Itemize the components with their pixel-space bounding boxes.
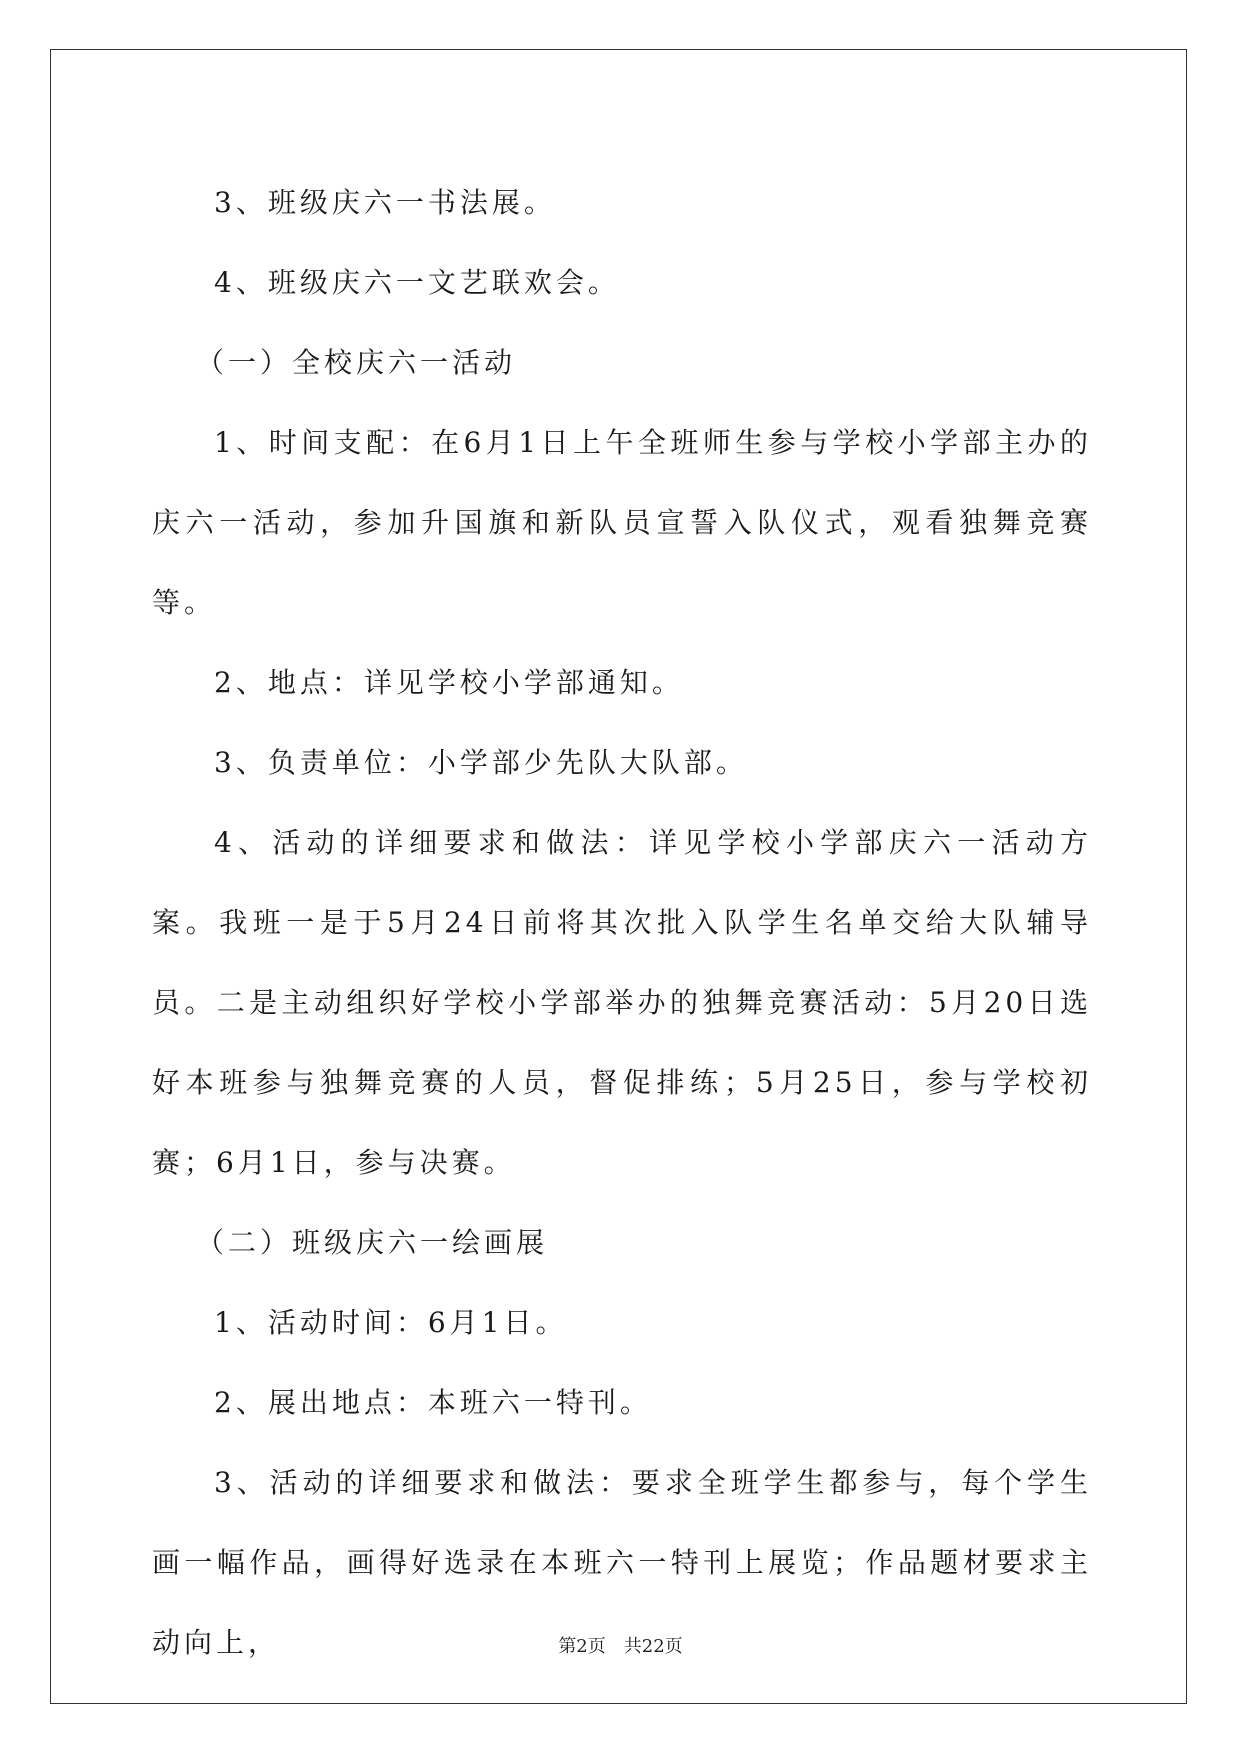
paragraph-responsible-unit: 3、负责单位：小学部少先队大队部。 xyxy=(214,746,748,779)
section-heading-painting-exhibition: （二）班级庆六一绘画展 xyxy=(196,1226,549,1259)
paragraph-exhibition-location: 2、展出地点：本班六一特刊。 xyxy=(214,1386,652,1419)
paragraph-location: 2、地点：详见学校小学部通知。 xyxy=(214,666,684,699)
paragraph-activity-time: 1、活动时间：6月1日。 xyxy=(214,1306,568,1339)
page-number-footer: 第2页 共22页 xyxy=(558,1636,683,1657)
paragraph-painting-requirements: 3、活动的详细要求和做法：要求全班学生都参与，每个学生画一幅作品，画得好选录在本班六一特刊上展览；作品题材要求主动向上， xyxy=(152,1466,1092,1659)
section-heading-school-activity: （一）全校庆六一活动 xyxy=(196,346,517,379)
paragraph-item-3-calligraphy: 3、班级庆六一书法展。 xyxy=(214,186,556,219)
paragraph-item-4-gala: 4、班级庆六一文艺联欢会。 xyxy=(214,266,620,299)
document-body xyxy=(152,163,1092,1683)
paragraph-requirements: 4、活动的详细要求和做法：详见学校小学部庆六一活动方案。我班一是于5月24日前将其次批入队学生名单交给大队辅导员。二是主动组织好学校小学部举办的独舞竞赛活动：5月20日选好本班参与独舞竞赛的人员，督促排练；5月25日，参与学校初赛；6月1日，参与决赛。 xyxy=(152,826,1092,1179)
paragraph-time-arrangement: 1、时间支配：在6月1日上午全班师生参与学校小学部主办的庆六一活动，参加升国旗和新队员宣誓入队仪式，观看独舞竞赛等。 xyxy=(152,426,1092,619)
